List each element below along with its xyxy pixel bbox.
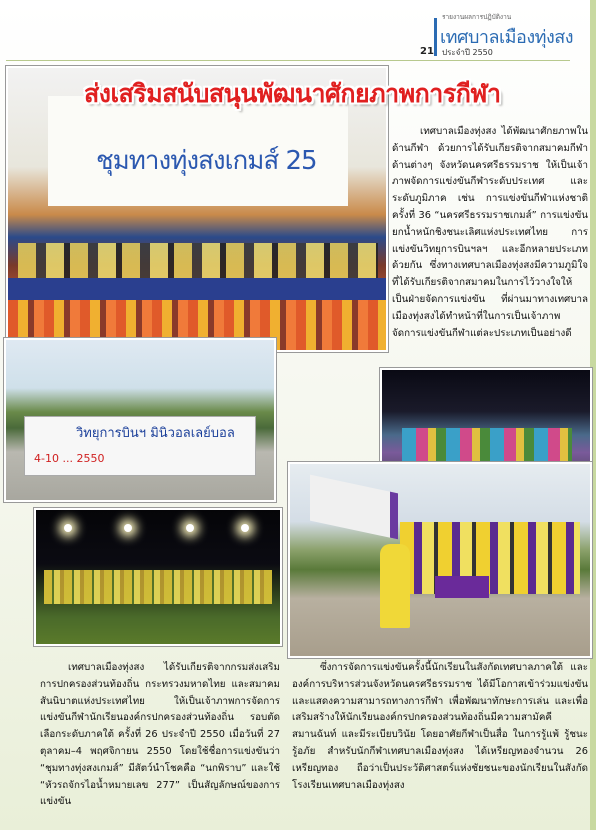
header-divider [6,60,570,61]
ceremony-table [8,278,386,300]
floodlight [186,524,194,532]
header-title: เทศบาลเมืองทุ่งสง [440,27,574,48]
floodlight [124,524,132,532]
athletes-on-field [44,570,272,604]
photo-parade-banner [4,338,276,502]
body-paragraph: เทศบาลเมืองทุ่งสง ได้รับเกียรติจากกรมส่งเสริมการปกครองส่วนท้องถิ่น กระทรวงมหาดไทย และสมาคมสันนิบาตแห่งประเทศไทย ให้เป็นเจ้าภาพการจัดการแข่งขันกีฬานักเรียนองค์กรปกครองส่วนท้องถิ่น รอบตัดเลือกระดับภาคใต้ ครั้งที่ 26 ประจำปี 2550 เมื่อวันที่ 27 ตุลาคม–4 พฤศจิกายน 2550 โดยใช้ชื่อการแข่งขันว่า “ชุมทางทุ่งสงเกมส์” มีสัตว์นำโชคคือ “นกพิราบ” และใช้ “หัวรถจักรไอน้ำหมายเลข 277” เป็นสัญลักษณ์ของการแข่งขัน [40,662,280,808]
header-report-label: รายงานผลการปฏิบัติงาน [442,13,512,21]
body-paragraph: ซึ่งการจัดการแข่งขันครั้งนี้นักเรียนในสังกัดเทศบาลภาคใต้ และองค์การบริหารส่วนจังหวัดนครศรีธรรมราช ได้มีโอกาสเข้าร่วมแข่งขัน และแสดงความสามารถทางการกีฬา เพื่อพัฒนาทักษะการเล่น และเพื่อเสริมสร้างให้นักเรียนองค์กรปกครองส่วนท้องถิ่นมีความสามัคคี สมานฉันท์ และมีระเบียบวินัย โดยอาศัยกีฬาเป็นสื่อ ในการรู้แพ้ รู้ชนะ รู้อภัย สำหรับนักกีฬาเทศบาลเมืองทุ่งสง ได้เหรียญทองจำนวน 26 เหรียญทอง ถือว่าเป็นประวัติศาสตร์แห่งชัยชนะของนักเรียนในสังกัดโรงเรียนเทศบาลเมืองทุ่งสง [292,662,588,791]
header-accent-bar [434,18,437,56]
body-paragraph: เทศบาลเมืองทุ่งสง ได้พัฒนาศักยภาพในด้านกีฬา ด้วยการได้รับเกียรติจากสมาคมกีฬาด้านต่างๆ จังหวัดนครศรีธรรมราช ให้เป็นเจ้าภาพจัดการแข่งขันกีฬาระดับประเทศ และระดับภูมิภาค เช่น การแข่งขันกีฬาแห่งชาติ ครั้งที่ 36 “นครศรีธรรมราชเกมส์” การแข่งขันยกน้ำหนักชิงชนะเลิศแห่งประเทศไทย การแข่งขันวิทยุการบินฯลฯ และอีกหลายประเภทด้วยกัน ซึ่งทางเทศบาลเมืองทุ่งสงมีความภูมิใจ ที่ได้รับเกียรติจากสมาคมในการไว้วางใจให้เป็นฝ่ายจัดการแข่งขัน ที่ผ่านมาทางเทศบาลเมืองทุ่งสงได้ทำหน้าที่ในการเป็นเจ้าภาพจัดการแข่งขันกีฬาแต่ละประเภทเป็นอย่างดี [392,126,588,339]
body-text-bottom-right [292,660,588,794]
parade-banner-date: 4-10 ... 2550 [34,452,105,465]
parade-banner-title: วิทยุการบินฯ มินิวอลเลย์บอล [76,426,235,441]
photo-flag-parade [288,462,592,658]
flag-bearer [380,544,410,628]
floodlight [64,524,72,532]
floodlight [241,524,249,532]
running-header [430,6,574,60]
body-text-right-column [392,124,588,342]
header-year: ประจำปี 2550 [442,48,493,57]
page-number: 21 [420,46,434,57]
event-banner-title: ชุมทางทุ่งสงเกมส์ 25 [96,146,317,176]
body-text-bottom-left [40,660,280,811]
parade-sign [435,576,489,598]
article-headline: ส่งเสริมสนับสนุนพัฒนาศักยภาพการกีฬา [84,79,501,108]
photo-stadium-night [34,508,282,646]
flag [310,475,398,540]
parade-group [400,522,580,594]
